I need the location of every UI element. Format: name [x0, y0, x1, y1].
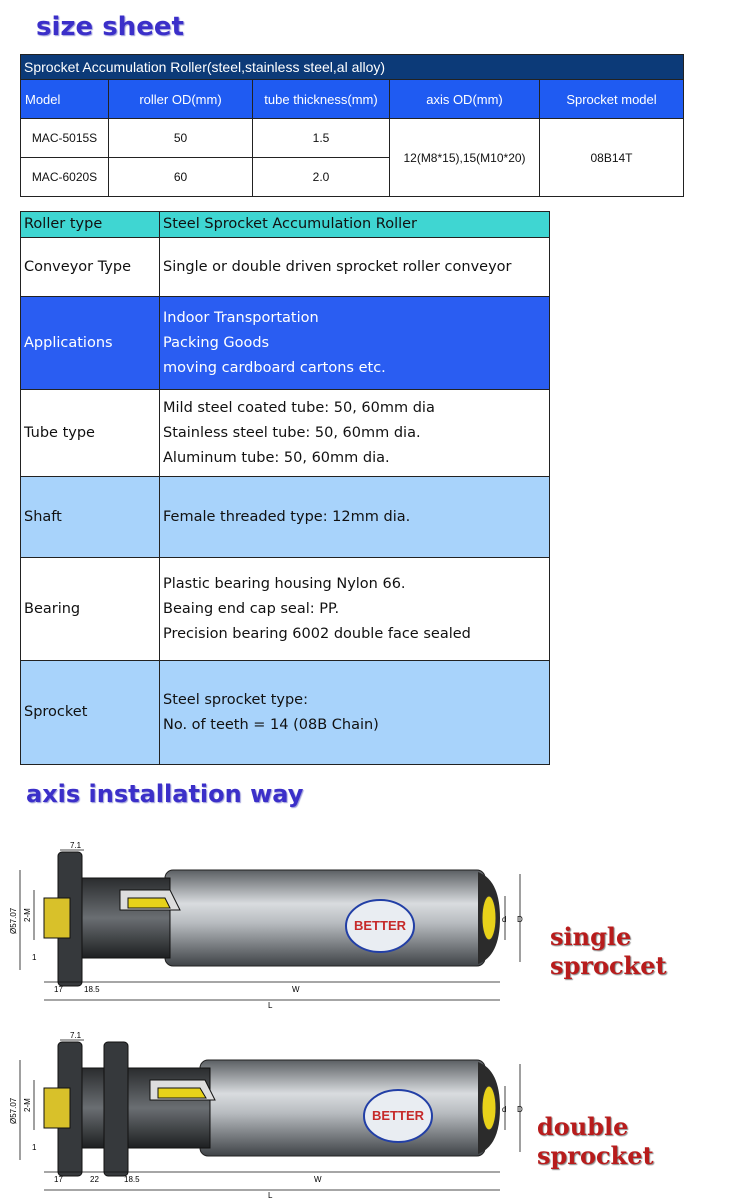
spec-table	[20, 211, 550, 765]
dim-diameter: Ø57.07	[9, 1097, 18, 1124]
roller-tube	[165, 870, 485, 966]
better-logo-text: BETTER	[372, 1108, 424, 1123]
spec-label-roller-type: Roller type	[21, 212, 160, 238]
dim-1: 1	[32, 953, 37, 962]
spec-line: Plastic bearing housing Nylon 66.	[163, 575, 406, 592]
header-model: Model	[21, 80, 109, 119]
table-cell-tube-thickness: 2.0	[253, 158, 390, 197]
dim-7-1: 7.1	[70, 1031, 82, 1040]
spec-value-roller-type: Steel Sprocket Accumulation Roller	[160, 212, 550, 238]
table-cell-roller-od: 60	[109, 158, 253, 197]
table-cell-tube-thickness: 1.5	[253, 119, 390, 158]
spec-value-tube-type	[160, 390, 550, 477]
dim-2m: 2-M	[23, 908, 32, 922]
spec-line: Packing Goods	[163, 334, 270, 351]
spec-line: No. of teeth = 14 (08B Chain)	[163, 716, 379, 733]
header-axis-od: axis OD(mm)	[390, 80, 540, 119]
double-sprocket-caption: double sprocket	[537, 1112, 654, 1170]
better-logo-text: BETTER	[354, 918, 406, 933]
spec-label-shaft: Shaft	[21, 477, 160, 558]
header-tube-thickness: tube thickness(mm)	[253, 80, 390, 119]
roller-tube	[200, 1060, 485, 1156]
spec-value-sprocket	[160, 661, 550, 765]
table-cell-roller-od: 50	[109, 119, 253, 158]
dim-22: 22	[90, 1175, 99, 1184]
axis-installation-heading: axis installation way	[26, 780, 304, 808]
spec-label-conveyor-type: Conveyor Type	[21, 238, 160, 297]
spec-label-applications: Applications	[21, 297, 160, 390]
table-cell-model: MAC-5015S	[21, 119, 109, 158]
dim-7-1: 7.1	[70, 841, 82, 850]
spec-value-bearing	[160, 558, 550, 661]
single-sprocket-caption: single sprocket	[550, 922, 667, 980]
spec-value-conveyor-type: Single or double driven sprocket roller conveyor	[160, 238, 550, 297]
spec-value-applications	[160, 297, 550, 390]
spec-line: Aluminum tube: 50, 60mm dia.	[163, 449, 390, 466]
single-sprocket-diagram	[0, 830, 540, 1010]
table-cell-sprocket-model: 08B14T	[540, 119, 684, 197]
dim-2m: 2-M	[23, 1098, 32, 1112]
dim-d-small: d	[502, 915, 507, 924]
dim-d-big: D	[517, 1105, 523, 1114]
shaft-stub	[44, 1088, 70, 1128]
spec-label-sprocket: Sprocket	[21, 661, 160, 765]
table-cell-axis-od: 12(M8*15),15(M10*20)	[390, 119, 540, 197]
dim-18-5: 18.5	[124, 1175, 140, 1184]
spec-line: Beaing end cap seal: PP.	[163, 600, 340, 617]
dim-l: L	[268, 1191, 273, 1200]
spec-line: Steel sprocket type:	[163, 691, 308, 708]
dim-w: W	[292, 985, 300, 994]
spec-label-tube-type: Tube type	[21, 390, 160, 477]
bearing-seal	[482, 896, 496, 940]
dim-w: W	[314, 1175, 322, 1184]
dim-diameter: Ø57.07	[9, 907, 18, 934]
size-table-title: Sprocket Accumulation Roller(steel,stainless steel,al alloy)	[21, 55, 684, 80]
dim-d-big: D	[517, 915, 523, 924]
spec-line: moving cardboard cartons etc.	[163, 359, 386, 376]
double-sprocket-diagram	[0, 1020, 540, 1200]
dim-17: 17	[54, 1175, 63, 1184]
shaft-stub	[44, 898, 70, 938]
bearing-seal	[482, 1086, 496, 1130]
header-sprocket-model: Sprocket model	[540, 80, 684, 119]
size-table	[20, 54, 684, 197]
dim-17: 17	[54, 985, 63, 994]
bearing-insert	[158, 1088, 206, 1098]
dim-18-5: 18.5	[84, 985, 100, 994]
spec-label-bearing: Bearing	[21, 558, 160, 661]
dim-l: L	[268, 1001, 273, 1010]
spec-line: Mild steel coated tube: 50, 60mm dia	[163, 399, 435, 416]
spec-line: Precision bearing 6002 double face sealed	[163, 625, 471, 642]
sprocket-inner	[104, 1042, 128, 1176]
spec-value-shaft: Female threaded type: 12mm dia.	[160, 477, 550, 558]
size-sheet-heading: size sheet	[36, 12, 184, 42]
dim-d-small: d	[502, 1105, 507, 1114]
table-cell-model: MAC-6020S	[21, 158, 109, 197]
spec-line: Indoor Transportation	[163, 309, 319, 326]
dim-1: 1	[32, 1143, 37, 1152]
header-roller-od: roller OD(mm)	[109, 80, 253, 119]
spec-line: Stainless steel tube: 50, 60mm dia.	[163, 424, 421, 441]
bearing-insert	[128, 898, 170, 908]
